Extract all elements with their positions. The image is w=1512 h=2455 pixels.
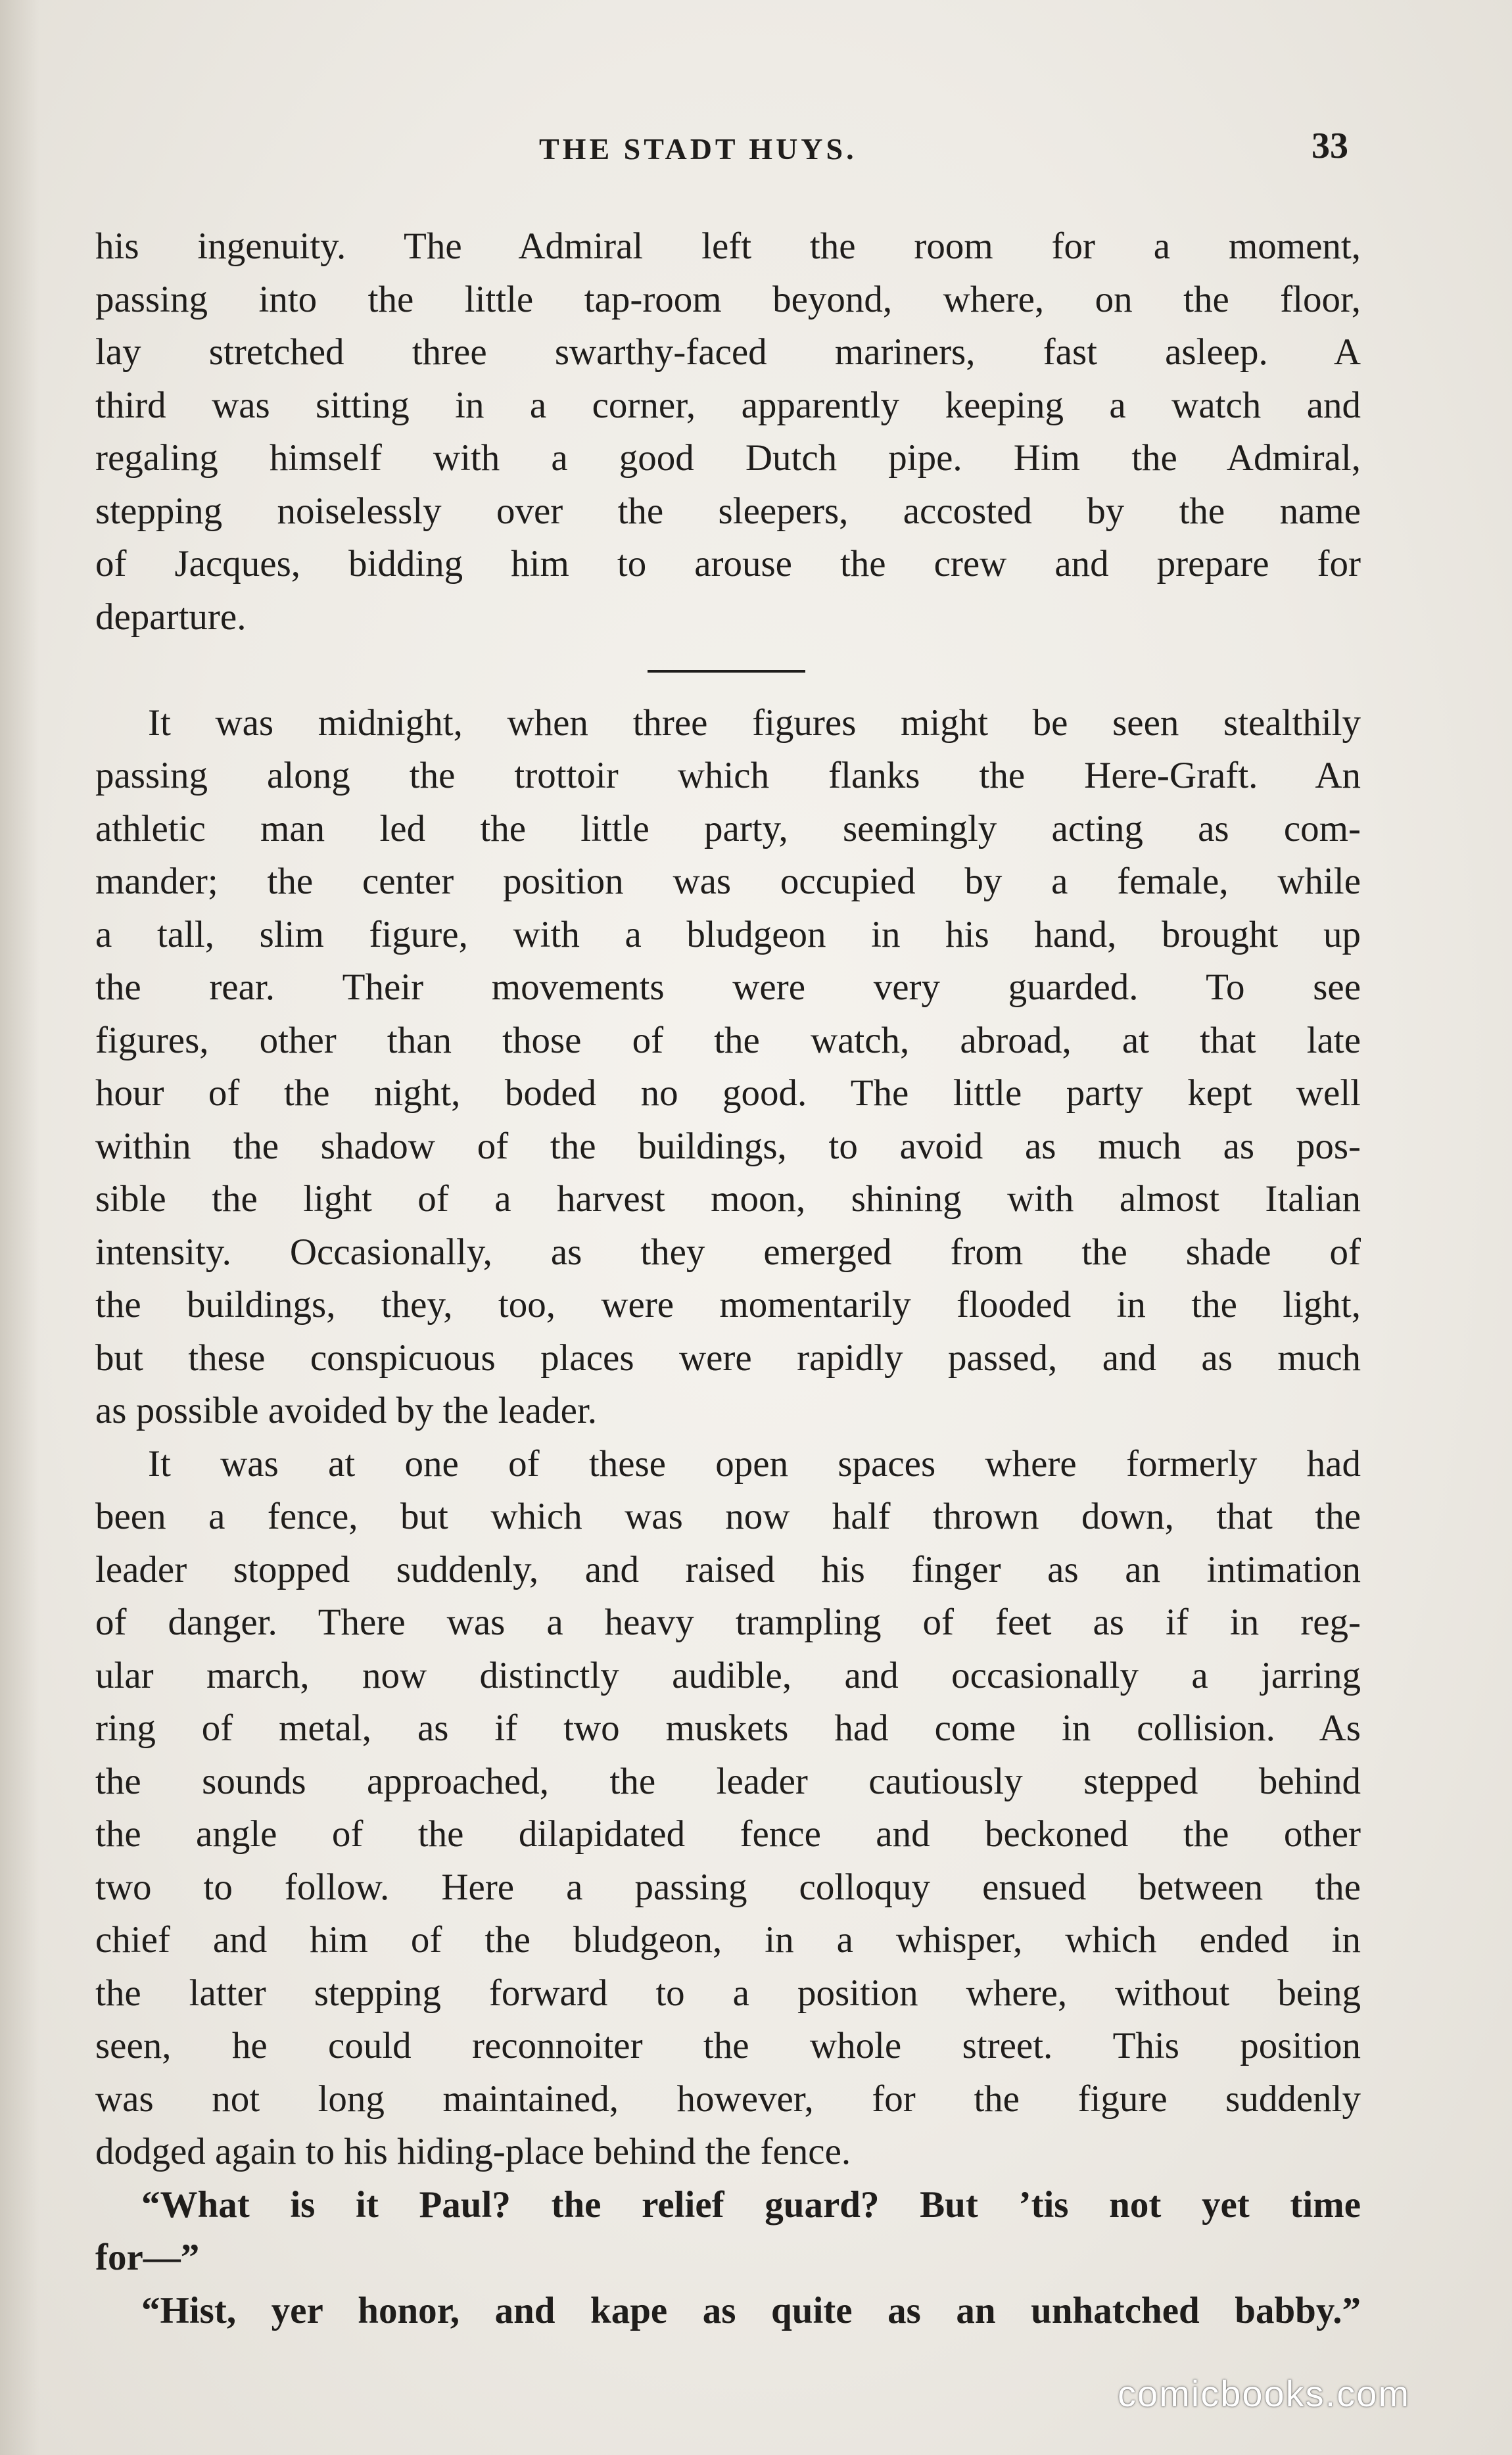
text-line: two to follow. Here a passing colloquy ensued between the (95, 1866, 1361, 1908)
text-line: the sounds approached, the leader cautiously stepped behind (95, 1760, 1361, 1802)
text-line: It was at one of these open spaces where formerly had (148, 1442, 1361, 1485)
section-rule (648, 670, 805, 673)
text-line: figures, other than those of the watch, abroad, at that late (95, 1019, 1361, 1061)
text-line: but these conspicuous places were rapidly passed, and as much (95, 1337, 1361, 1379)
text-line: hour of the night, boded no good. The little party kept well (95, 1072, 1361, 1114)
text-line: seen, he could reconnoiter the whole street. This position (95, 2025, 1361, 2066)
text-line: “What is it Paul? the relief guard? But ’tis not yet time (141, 2183, 1361, 2226)
text-line: intensity. Occasionally, as they emerged from the shade of (95, 1231, 1361, 1273)
text-line: ular march, now distinctly audible, and occasionally a jarring (95, 1654, 1361, 1696)
watermark: comicbooks.com (1118, 2373, 1411, 2414)
text-line: passing along the trottoir which flanks the Here-Graft. An (95, 755, 1361, 796)
paragraph (95, 2285, 1361, 2338)
text-line: the buildings, they, too, were momentarily flooded in the light, (95, 1284, 1361, 1325)
text-line: chief and him of the bludgeon, in a whisper, which ended in (95, 1919, 1361, 1961)
text-line: lay stretched three swarthy-faced mariners, fast asleep. A (95, 331, 1361, 373)
paragraph (95, 220, 1361, 644)
binding-shadow (0, 0, 39, 2455)
text-line: regaling himself with a good Dutch pipe. Him the Admiral, (95, 437, 1361, 479)
section-break (95, 644, 1361, 697)
page-number: 33 (1311, 126, 1348, 166)
text-line: departure. (95, 596, 247, 638)
text-line: a tall, slim figure, with a bludgeon in his hand, brought up (95, 913, 1361, 955)
text-line: was not long maintained, however, for the figure suddenly (95, 2078, 1361, 2120)
text-line: for—” (95, 2237, 200, 2278)
text-line: within the shadow of the buildings, to avoid as much as pos- (95, 1125, 1361, 1167)
running-title: THE STADT HUYS. (539, 132, 857, 166)
text-line: ring of metal, as if two muskets had come in collision. As (95, 1707, 1361, 1749)
body-text (95, 220, 1361, 2337)
paragraph (95, 1438, 1361, 2179)
text-line: mander; the center position was occupied by a female, while (95, 861, 1361, 902)
text-line: dodged again to his hiding-place behind the fence. (95, 2131, 851, 2172)
text-line: “Hist, yer honor, and kape as quite as an unhatched babby.” (141, 2289, 1361, 2331)
text-line: his ingenuity. The Admiral left the room for a moment, (95, 226, 1361, 267)
text-line: passing into the little tap-room beyond, where, on the floor, (95, 278, 1361, 320)
paragraph (95, 697, 1361, 1438)
text-line: been a fence, but which was now half thrown down, that the (95, 1496, 1361, 1537)
text-line: of Jacques, bidding him to arouse the crew and prepare for (95, 543, 1361, 584)
text-line: It was midnight, when three figures might be seen stealthily (148, 702, 1361, 744)
text-line: of danger. There was a heavy trampling of feet as if in reg- (95, 1602, 1361, 1643)
running-head (0, 125, 1512, 178)
text-line: the rear. Their movements were very guarded. To see (95, 966, 1361, 1008)
text-line: third was sitting in a corner, apparently keeping a watch and (95, 384, 1361, 426)
text-line: athletic man led the little party, seemingly acting as com- (95, 807, 1361, 849)
text-line: as possible avoided by the leader. (95, 1390, 597, 1431)
text-line: sible the light of a harvest moon, shining with almost Italian (95, 1178, 1361, 1220)
paragraph (95, 2179, 1361, 2285)
text-line: the latter stepping forward to a position where, without being (95, 1972, 1361, 2014)
text-line: leader stopped suddenly, and raised his finger as an intimation (95, 1548, 1361, 1590)
text-line: stepping noiselessly over the sleepers, accosted by the name (95, 490, 1361, 532)
text-line: the angle of the dilapidated fence and beckoned the other (95, 1813, 1361, 1855)
